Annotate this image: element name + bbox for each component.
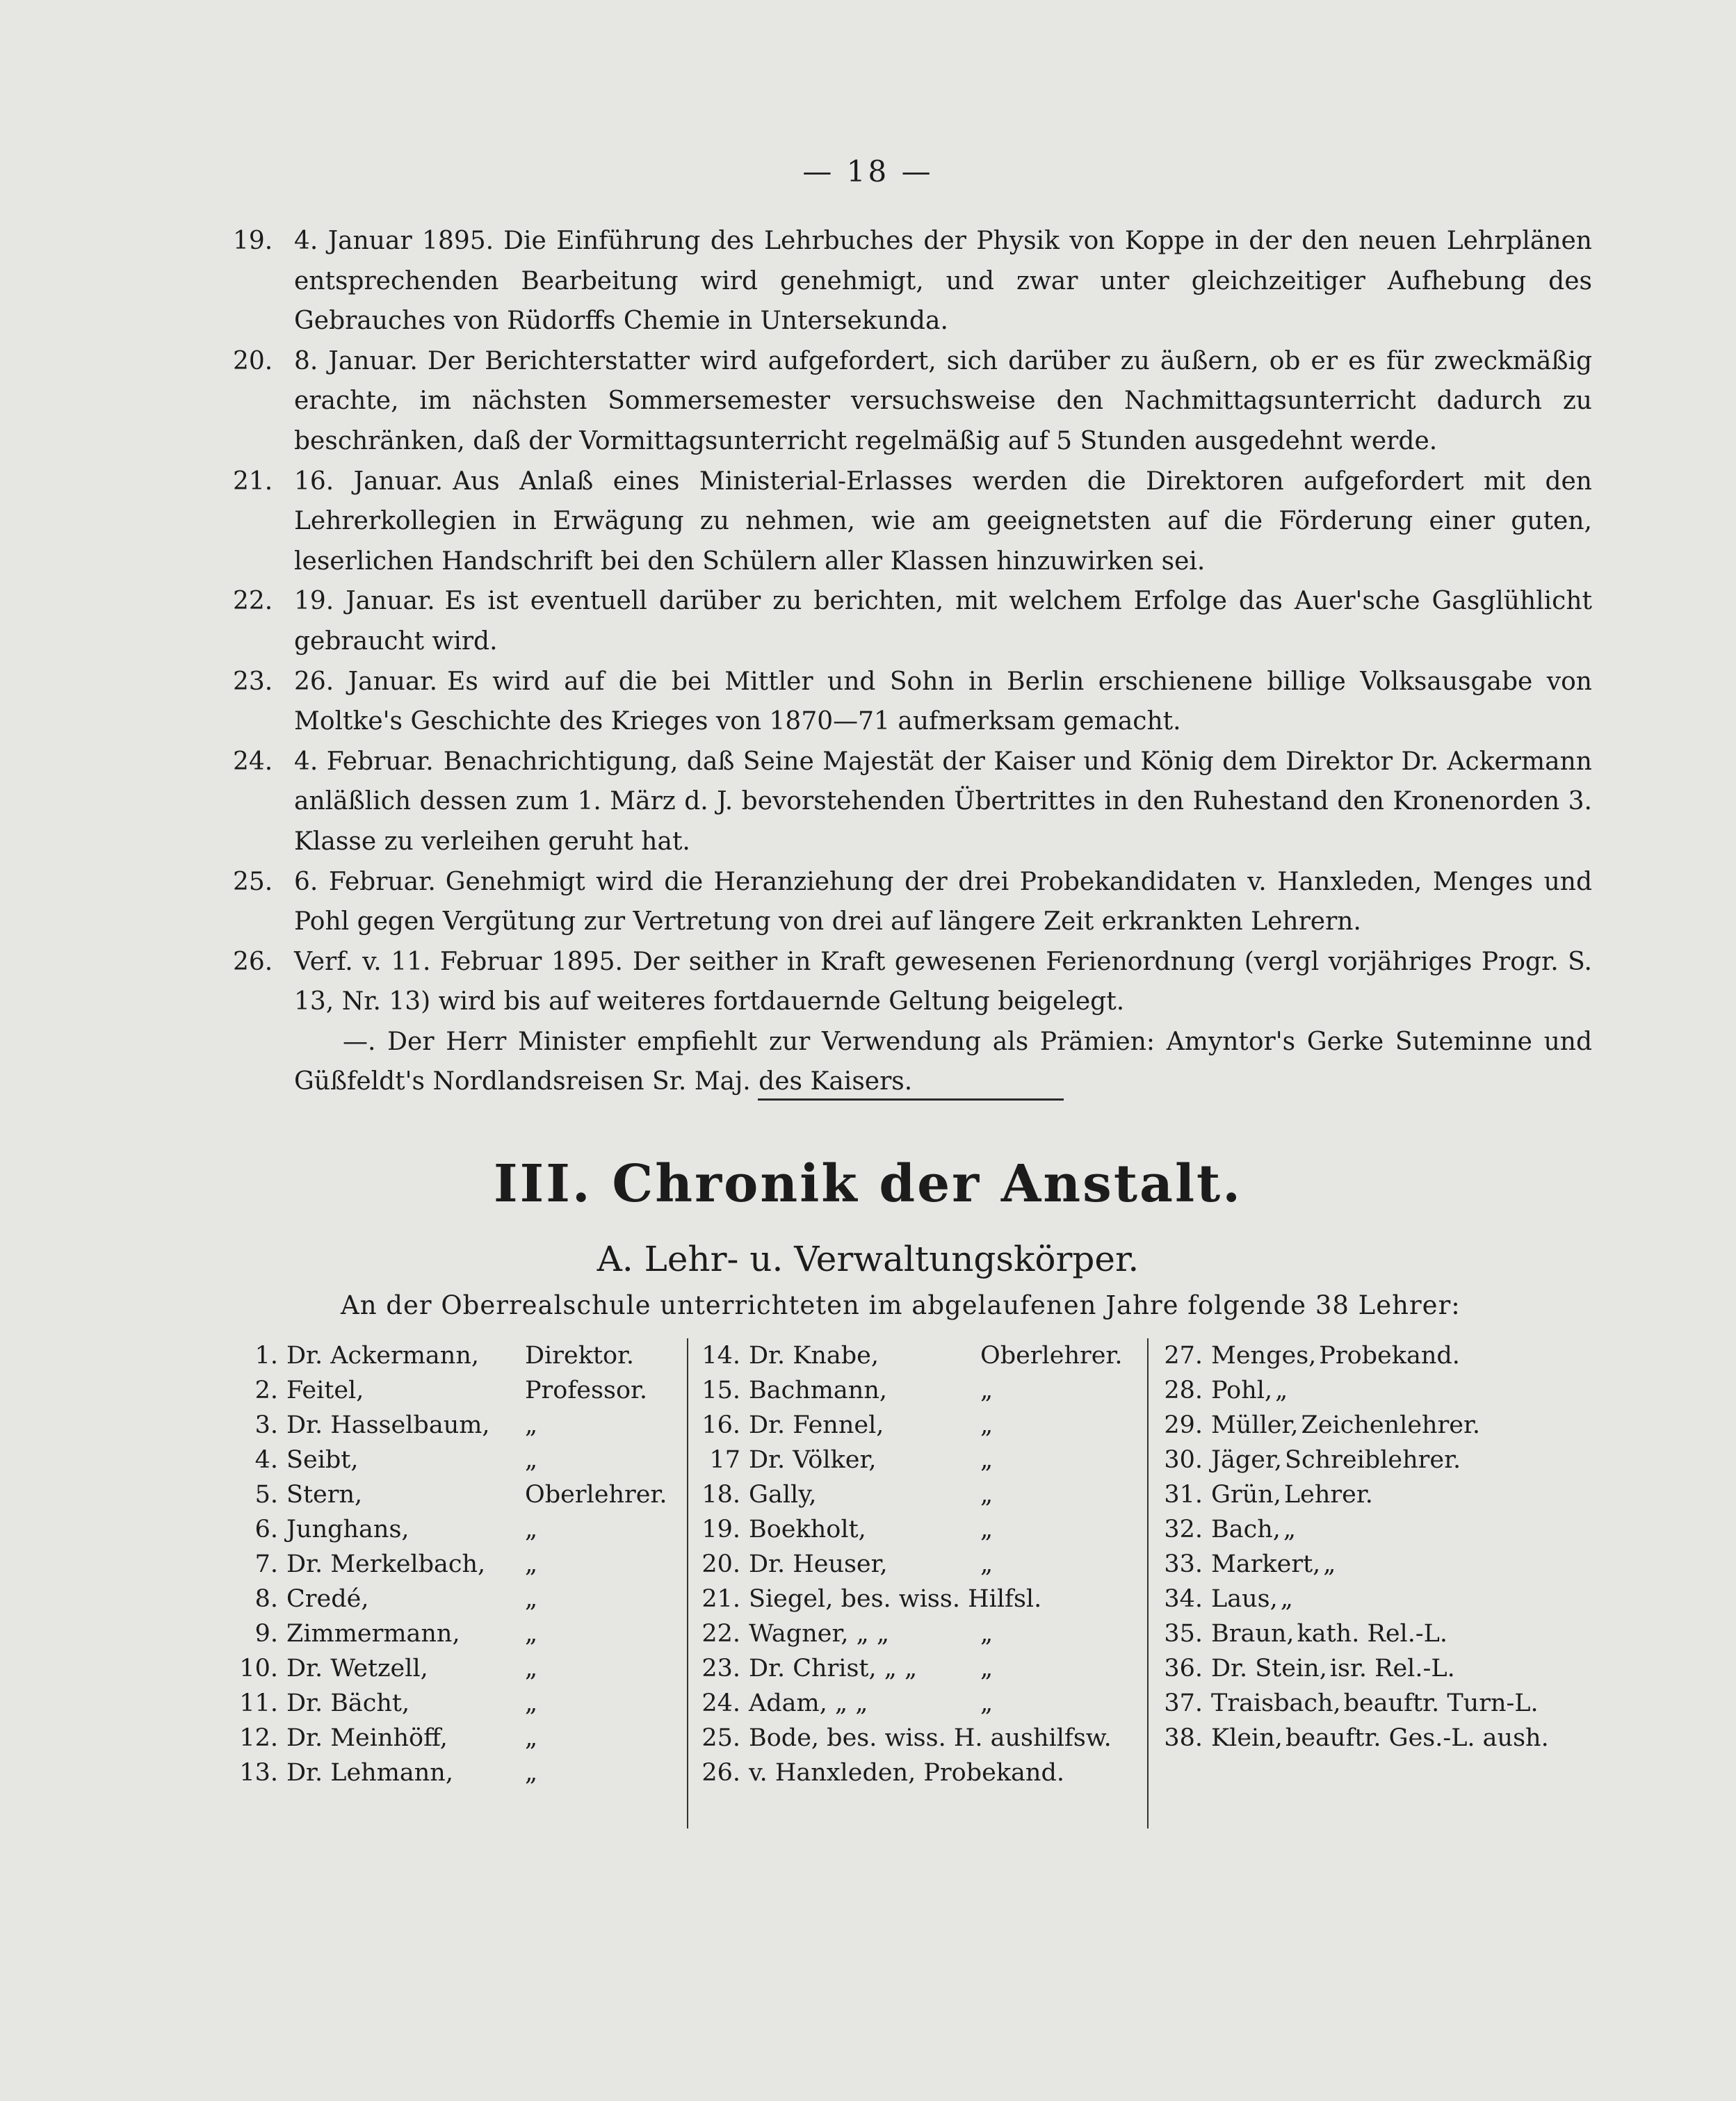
teacher-number: 8. xyxy=(254,1585,278,1613)
teacher-title: Lehrer. xyxy=(1283,1481,1373,1509)
teacher-row xyxy=(233,1408,678,1443)
teacher-title: „ xyxy=(525,1655,538,1682)
teacher-row xyxy=(1158,1477,1609,1512)
teacher-number: 24. xyxy=(701,1689,740,1717)
teacher-name: Dr. Bächt, xyxy=(286,1689,410,1717)
teacher-title: Probekand. xyxy=(1319,1342,1460,1370)
teacher-row xyxy=(233,1721,678,1755)
teacher-row xyxy=(1158,1686,1609,1721)
teacher-title: Professor. xyxy=(525,1377,648,1404)
teacher-name: v. Hanxleden, Probekand. xyxy=(749,1759,1064,1787)
teacher-row xyxy=(695,1512,1140,1547)
teacher-row xyxy=(233,1512,678,1547)
teacher-title: Oberlehrer. xyxy=(980,1342,1123,1370)
teacher-name: Gally, xyxy=(749,1481,817,1509)
section-title: III. Chronik der Anstalt. xyxy=(494,1154,1242,1214)
teacher-name: Dr. Lehmann, xyxy=(286,1759,453,1787)
teacher-row xyxy=(1158,1373,1609,1408)
teacher-title: „ xyxy=(980,1516,993,1543)
teacher-number: 37. xyxy=(1164,1689,1203,1717)
entry-date: 19. Januar. xyxy=(294,587,435,616)
teacher-row xyxy=(1158,1651,1609,1686)
entry-number: 25. xyxy=(233,867,273,896)
column-divider xyxy=(1147,1338,1149,1828)
entry-text: Es ist eventuell darüber zu berichten, mit welchem Erfolge das Auer'sche Gasglühlicht gebraucht wird. xyxy=(294,587,1592,656)
teacher-title: „ xyxy=(525,1550,538,1578)
teacher-row xyxy=(1158,1547,1609,1582)
teacher-name: Pohl, xyxy=(1211,1377,1273,1404)
entry-number: 20. xyxy=(233,346,273,375)
teacher-number: 16. xyxy=(701,1411,740,1439)
teacher-number: 28. xyxy=(1164,1377,1203,1404)
teacher-number: 19. xyxy=(701,1516,740,1543)
teacher-row xyxy=(1158,1512,1609,1547)
teacher-row xyxy=(695,1373,1140,1408)
teacher-row xyxy=(695,1721,1140,1755)
teacher-row xyxy=(1158,1408,1609,1443)
teacher-title: Zeichenlehrer. xyxy=(1301,1411,1481,1439)
teacher-number: 35. xyxy=(1164,1620,1203,1648)
teacher-title: „ xyxy=(525,1620,538,1648)
teacher-name: Menges, xyxy=(1211,1342,1317,1370)
entry-text: Der Berichterstatter wird aufgefordert, sich darüber zu äußern, ob er es für zweckmäßig erachte, im nächsten Sommersemester versuchsweise den Nachmittagsunterricht dadurch zu beschränken, daß der Vormittagsunterricht regelmäßig auf 5 Stunden ausgedehnt werde. xyxy=(294,346,1592,455)
teacher-column-2 xyxy=(695,1338,1140,1790)
teacher-row xyxy=(695,1686,1140,1721)
teacher-list-intro: An der Oberrealschule unterrichteten im abgelaufenen Jahre folgende 38 Lehrer: xyxy=(341,1290,1461,1320)
teacher-number: 6. xyxy=(254,1516,278,1543)
section-divider xyxy=(758,1098,1064,1101)
entry-text: Es wird auf die bei Mittler und Sohn in Berlin erschienene billige Volksausgabe von Moltke's Geschichte des Krieges von 1870—71 aufmerksam gemacht. xyxy=(294,667,1592,736)
teacher-number: 23. xyxy=(701,1655,740,1682)
teacher-title: „ xyxy=(980,1411,993,1439)
teacher-name: Jäger, xyxy=(1211,1446,1283,1474)
teacher-number: 9. xyxy=(254,1620,278,1648)
teacher-title: „ xyxy=(525,1689,538,1717)
teacher-row xyxy=(233,1616,678,1651)
teacher-title: Oberlehrer. xyxy=(525,1481,667,1509)
teacher-title: „ xyxy=(980,1550,993,1578)
entry-number: 23. xyxy=(233,667,273,696)
teacher-row xyxy=(1158,1582,1609,1616)
teacher-number: 31. xyxy=(1164,1481,1203,1509)
teacher-number: 29. xyxy=(1164,1411,1203,1439)
teacher-name: Dr. Ackermann, xyxy=(286,1342,479,1370)
teacher-number: 21. xyxy=(701,1585,740,1613)
entry-text: Die Einführung des Lehrbuches der Physik von Koppe in der den neuen Lehrplänen entsprechenden Bearbeitung wird genehmigt, und zwar unter gleichzeitiger Aufhebung des Gebrauches von Rüdorffs Chemie in Untersekunda. xyxy=(294,227,1592,336)
teacher-number: 10. xyxy=(239,1655,278,1682)
teacher-title: „ xyxy=(525,1411,538,1439)
teacher-title: beauftr. Turn-L. xyxy=(1343,1689,1539,1717)
entry-number: 24. xyxy=(233,747,273,776)
entry-date: 4. Februar. xyxy=(294,747,434,776)
teacher-number: 38. xyxy=(1164,1724,1203,1752)
teacher-title: „ xyxy=(980,1689,993,1717)
teacher-column-1 xyxy=(233,1338,678,1790)
teacher-number: 14. xyxy=(701,1342,740,1370)
teacher-title: „ xyxy=(980,1620,993,1648)
entry-date: 4. Januar 1895. xyxy=(294,227,494,255)
teacher-number: 34. xyxy=(1164,1585,1203,1613)
teacher-title: „ xyxy=(1323,1550,1336,1578)
teacher-name: Dr. Fennel, xyxy=(749,1411,884,1439)
teacher-title: „ xyxy=(980,1446,993,1474)
teacher-name: Dr. Meinhöff, xyxy=(286,1724,448,1752)
entry-text: Benachrichtigung, daß Seine Majestät der Kaiser und König dem Direktor Dr. Ackermann anläßlich dessen zum 1. März d. J. bevorstehenden Übertrittes in den Ruhestand den Kronenorden 3. Klasse zu verleihen geruht hat. xyxy=(294,747,1592,856)
teacher-name: Dr. Wetzell, xyxy=(286,1655,428,1682)
entry-date: 16. Januar. xyxy=(294,467,444,496)
teacher-name: Bach, xyxy=(1211,1516,1281,1543)
teacher-name: Braun, xyxy=(1211,1620,1295,1648)
entry-number: 21. xyxy=(233,467,273,496)
teacher-row xyxy=(233,1651,678,1686)
entry-number: 26. xyxy=(233,947,273,976)
teacher-number: 4. xyxy=(254,1446,278,1474)
entry-number: 19. xyxy=(233,227,273,255)
entry-text: Aus Anlaß eines Ministerial-Erlasses werden die Direktoren aufgefordert mit den Lehrerkollegien in Erwägung zu nehmen, wie am geeignetsten auf die Förderung einer guten, leserlichen Handschrift bei den Schülern aller Klassen hinzuwirken sei. xyxy=(294,467,1592,576)
teacher-name: Adam, „ „ xyxy=(749,1689,868,1717)
teacher-title: Direktor. xyxy=(525,1342,635,1370)
entry-date: 26. Januar. xyxy=(294,667,438,696)
decree-entry xyxy=(226,221,1592,341)
decree-entry xyxy=(226,862,1592,942)
teacher-row xyxy=(233,1373,678,1408)
teacher-number: 3. xyxy=(254,1411,278,1439)
teacher-name: Siegel, bes. wiss. Hilfsl. xyxy=(749,1585,1042,1613)
teacher-number: 36. xyxy=(1164,1655,1203,1682)
teacher-number: 15. xyxy=(701,1377,740,1404)
teacher-title: „ xyxy=(1280,1585,1293,1613)
entry-text: Der seither in Kraft gewesenen Ferienordnung (vergl vorjähriges Progr. S. 13, Nr. 13) wird bis auf weiteres fortdauernde Geltung beigelegt. xyxy=(294,947,1592,1016)
teacher-number: 1. xyxy=(254,1342,278,1370)
teacher-number: 33. xyxy=(1164,1550,1203,1578)
teacher-name: Bode, bes. wiss. H. aushilfsw. xyxy=(749,1724,1112,1752)
teacher-name: Müller, xyxy=(1211,1411,1299,1439)
decree-entry xyxy=(226,581,1592,661)
teacher-name: Boekholt, xyxy=(749,1516,866,1543)
teacher-number: 12. xyxy=(239,1724,278,1752)
teacher-name: Credé, xyxy=(286,1585,369,1613)
teacher-number: 26. xyxy=(701,1759,740,1787)
section-subtitle: A. Lehr- u. Verwaltungskörper. xyxy=(597,1239,1139,1279)
teacher-number: 30. xyxy=(1164,1446,1203,1474)
teacher-number: 11. xyxy=(239,1689,278,1717)
teacher-name: Klein, xyxy=(1211,1724,1283,1752)
teacher-number: 17 xyxy=(709,1446,740,1474)
teacher-row xyxy=(233,1547,678,1582)
teacher-row xyxy=(695,1338,1140,1373)
teacher-name: Dr. Merkelbach, xyxy=(286,1550,486,1578)
decree-entry xyxy=(226,462,1592,582)
teacher-row xyxy=(695,1408,1140,1443)
teacher-number: 25. xyxy=(701,1724,740,1752)
teacher-row xyxy=(1158,1616,1609,1651)
teacher-row xyxy=(233,1443,678,1477)
teacher-row xyxy=(1158,1443,1609,1477)
entry-date: 8. Januar. xyxy=(294,346,418,375)
teacher-row xyxy=(695,1547,1140,1582)
teacher-name: Feitel, xyxy=(286,1377,364,1404)
teacher-name: Zimmermann, xyxy=(286,1620,460,1648)
teacher-row xyxy=(233,1686,678,1721)
column-divider xyxy=(687,1338,688,1828)
entry-number: 22. xyxy=(233,587,273,616)
teacher-row xyxy=(233,1755,678,1790)
teacher-number: 18. xyxy=(701,1481,740,1509)
teacher-row xyxy=(695,1651,1140,1686)
teacher-title: „ xyxy=(525,1724,538,1752)
teacher-row xyxy=(1158,1721,1609,1755)
teacher-name: Dr. Hasselbaum, xyxy=(286,1411,490,1439)
teacher-title: „ xyxy=(525,1759,538,1787)
teacher-row xyxy=(1158,1338,1609,1373)
decree-entry xyxy=(226,942,1592,1022)
teacher-number: 7. xyxy=(254,1550,278,1578)
closing-note: —. Der Herr Minister empfiehlt zur Verwendung als Prämien: Amyntor's Gerke Suteminne und Güßfeldt's Nordlandsreisen Sr. Maj. des Kaisers. xyxy=(294,1027,1592,1096)
teacher-row xyxy=(695,1443,1140,1477)
entry-date: 6. Februar. xyxy=(294,867,436,896)
teacher-name: Dr. Knabe, xyxy=(749,1342,879,1370)
teacher-name: Markert, xyxy=(1211,1550,1321,1578)
teacher-title: „ xyxy=(980,1481,993,1509)
teacher-number: 22. xyxy=(701,1620,740,1648)
decree-entry xyxy=(226,341,1592,462)
teacher-title: „ xyxy=(525,1516,538,1543)
teacher-name: Stern, xyxy=(286,1481,363,1509)
teacher-number: 27. xyxy=(1164,1342,1203,1370)
teacher-number: 13. xyxy=(239,1759,278,1787)
page-number: — 18 — xyxy=(802,154,934,188)
teacher-name: Dr. Stein, xyxy=(1211,1655,1327,1682)
teacher-number: 2. xyxy=(254,1377,278,1404)
teacher-row xyxy=(695,1582,1140,1616)
teacher-row xyxy=(233,1338,678,1373)
teacher-title: „ xyxy=(980,1377,993,1404)
decree-entry xyxy=(226,742,1592,862)
teacher-column-3 xyxy=(1158,1338,1609,1755)
entry-text: Genehmigt wird die Heranziehung der drei Probekandidaten v. Hanxleden, Menges und Pohl gegen Vergütung zur Vertretung von drei auf längere Zeit erkrankten Lehrern. xyxy=(294,867,1592,936)
teacher-row xyxy=(233,1477,678,1512)
teacher-title: „ xyxy=(980,1655,993,1682)
teacher-name: Seibt, xyxy=(286,1446,359,1474)
teacher-name: Bachmann, xyxy=(749,1377,887,1404)
teacher-title: „ xyxy=(525,1585,538,1613)
teacher-title: Schreiblehrer. xyxy=(1285,1446,1461,1474)
teacher-name: Traisbach, xyxy=(1211,1689,1341,1717)
teacher-row xyxy=(695,1755,1140,1790)
teacher-row xyxy=(695,1477,1140,1512)
teacher-title: „ xyxy=(1275,1377,1288,1404)
teacher-name: Junghans, xyxy=(286,1516,409,1543)
teacher-number: 32. xyxy=(1164,1516,1203,1543)
teacher-number: 20. xyxy=(701,1550,740,1578)
teacher-row xyxy=(233,1582,678,1616)
decree-list xyxy=(226,221,1592,1102)
teacher-title: kath. Rel.-L. xyxy=(1297,1620,1448,1648)
teacher-title: „ xyxy=(1283,1516,1296,1543)
teacher-title: „ xyxy=(525,1446,538,1474)
teacher-title: isr. Rel.-L. xyxy=(1329,1655,1455,1682)
entry-date: Verf. v. 11. Februar 1895. xyxy=(294,947,623,976)
teacher-number: 5. xyxy=(254,1481,278,1509)
teacher-name: Wagner, „ „ xyxy=(749,1620,889,1648)
teacher-name: Dr. Völker, xyxy=(749,1446,877,1474)
teacher-name: Laus, xyxy=(1211,1585,1278,1613)
teacher-name: Grün, xyxy=(1211,1481,1281,1509)
teacher-name: Dr. Christ, „ „ xyxy=(749,1655,918,1682)
teacher-row xyxy=(695,1616,1140,1651)
teacher-title: beauftr. Ges.-L. aush. xyxy=(1285,1724,1549,1752)
teacher-name: Dr. Heuser, xyxy=(749,1550,888,1578)
decree-entry xyxy=(226,662,1592,742)
